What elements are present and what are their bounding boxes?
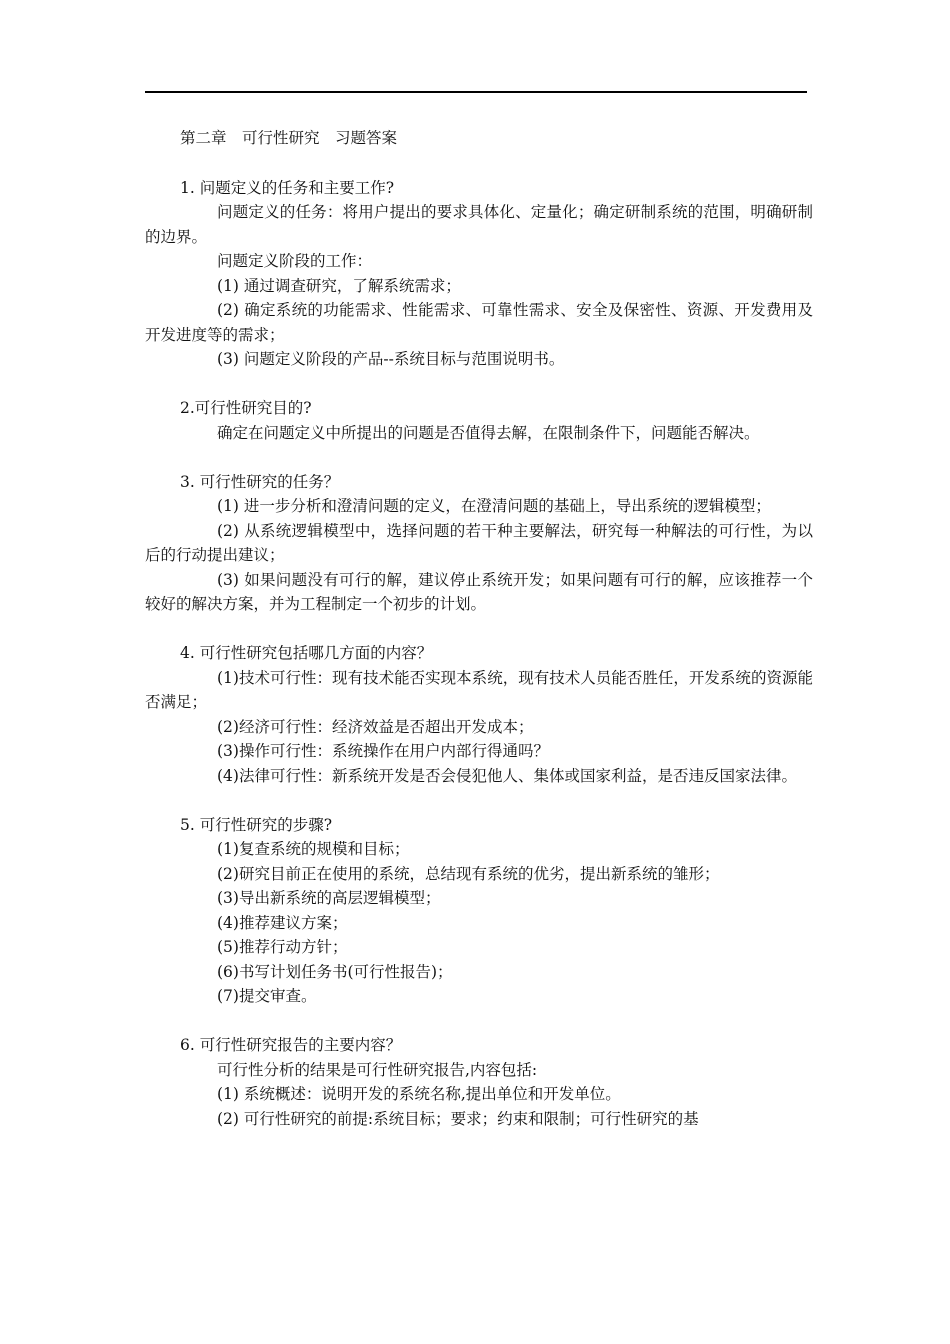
- paragraph: 问题定义的任务：将用户提出的要求具体化、定量化；确定研制系统的范围，明确研制的边界。: [145, 203, 813, 246]
- list-item: (3) 如果问题没有可行的解，建议停止系统开发；如果问题有可行的解，应该推荐一个较好的解决方案，并为工程制定一个初步的计划。: [145, 570, 813, 613]
- list-item: (1) 系统概述：说明开发的系统名称,提出单位和开发单位。: [217, 1085, 621, 1103]
- question-4: 4. 可行性研究包括哪几方面的内容？: [180, 644, 433, 662]
- section-4: [145, 641, 813, 788]
- list-item: (2) 从系统逻辑模型中，选择问题的若干种主要解法，研究每一种解法的可行性，为以后的行动提出建议；: [145, 521, 813, 564]
- header-rule: [145, 91, 807, 93]
- list-item: (6)书写计划任务书(可行性报告)；: [217, 962, 453, 981]
- list-item: (4)法律可行性：新系统开发是否会侵犯他人、集体或国家利益，是否违反国家法律。: [217, 766, 797, 785]
- list-item: (3)操作可行性：系统操作在用户内部行得通吗？: [217, 742, 549, 760]
- list-item: (1) 进一步分析和澄清问题的定义，在澄清问题的基础上，导出系统的逻辑模型；: [217, 497, 771, 515]
- list-item: (2) 确定系统的功能需求、性能需求、可靠性需求、安全及保密性、资源、开发费用及开发进度等的需求；: [145, 301, 813, 344]
- list-item: (3) 问题定义阶段的产品--系统目标与范围说明书。: [217, 350, 565, 368]
- list-item: (1)技术可行性：现有技术能否实现本系统，现有技术人员能否胜任，开发系统的资源能否满足；: [145, 668, 813, 711]
- list-item: (2) 可行性研究的前提:系统目标；要求；约束和限制；可行性研究的基: [217, 1109, 699, 1128]
- list-item: (5)推荐行动方针；: [217, 938, 348, 956]
- question-5: 5. 可行性研究的步骤?: [180, 815, 333, 834]
- question-6: 6. 可行性研究报告的主要内容？: [180, 1036, 402, 1054]
- section-6: [145, 1033, 813, 1131]
- document-body: [145, 126, 813, 1156]
- chapter-title: 第二章 可行性研究 习题答案: [180, 129, 398, 147]
- section-5: [145, 813, 813, 1009]
- paragraph: 问题定义阶段的工作：: [217, 252, 373, 270]
- list-item: (4)推荐建议方案；: [217, 913, 348, 932]
- section-1: [145, 176, 813, 372]
- question-2: 2.可行性研究目的?: [180, 399, 312, 417]
- list-item: (1)复查系统的规模和目标；: [217, 840, 410, 858]
- question-1: 1. 问题定义的任务和主要工作?: [180, 178, 395, 197]
- question-3: 3. 可行性研究的任务？: [180, 472, 340, 491]
- section-2: [145, 396, 813, 445]
- list-item: (3)导出新系统的高层逻辑模型；: [217, 889, 441, 907]
- paragraph: 确定在问题定义中所提出的问题是否值得去解，在限制条件下，问题能否解决。: [217, 423, 760, 442]
- list-item: (2)经济可行性：经济效益是否超出开发成本；: [217, 717, 534, 736]
- list-item: (2)研究目前正在使用的系统，总结现有系统的优劣，提出新系统的雏形；: [217, 864, 720, 883]
- section-3: [145, 470, 813, 617]
- list-item: (7)提交审查。: [217, 987, 317, 1005]
- list-item: (1) 通过调查研究，了解系统需求；: [217, 276, 461, 295]
- paragraph: 可行性分析的结果是可行性研究报告,内容包括:: [217, 1060, 538, 1079]
